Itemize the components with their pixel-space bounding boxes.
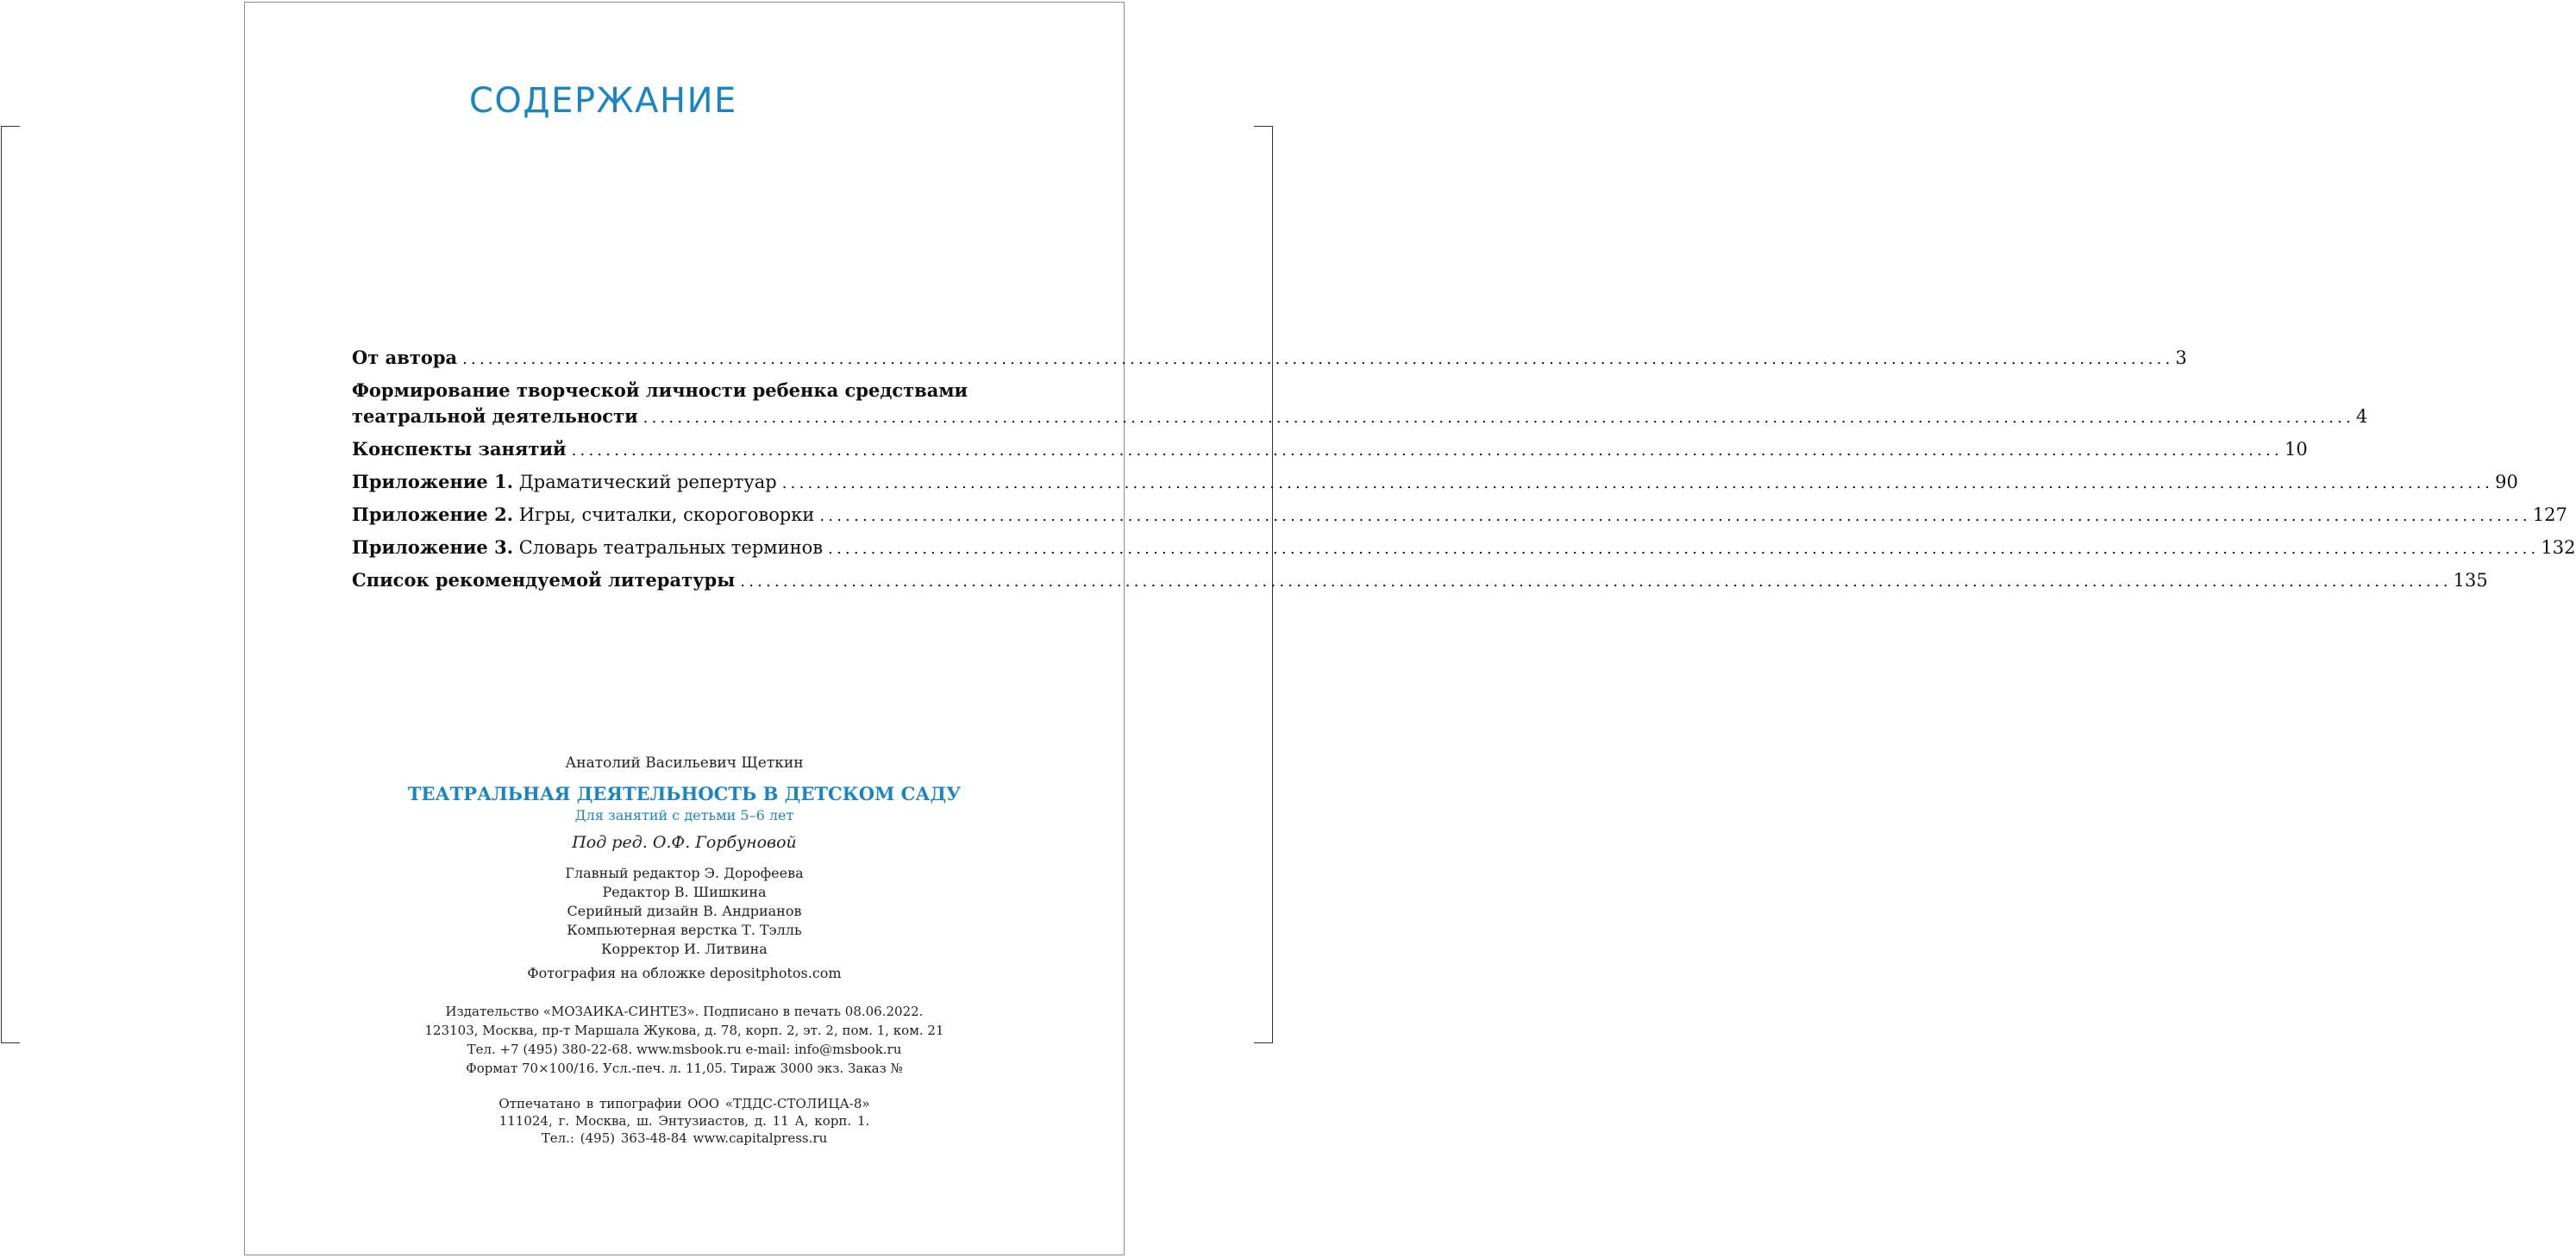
toc-leader-dots: ........................................................................................................................................................................................................ (462, 350, 2174, 368)
printer-line: 111024, г. Москва, ш. Энтузиастов, д. 11 А, корп. 1. (498, 1113, 870, 1129)
toc-entry-from-author (352, 345, 2187, 372)
toc-entry-lesson-notes (352, 436, 2308, 464)
toc-entry-formation (352, 378, 2368, 431)
toc-leader-dots: ........................................................................................................................................................................................................ (642, 409, 2355, 427)
toc-title: СОДЕРЖАНИЕ (469, 81, 737, 121)
toc-entry-label: От автора (352, 347, 458, 368)
toc-entry-label: Список рекомендуемой литературы (352, 569, 736, 591)
book-title: ТЕАТРАЛЬНАЯ ДЕЯТЕЛЬНОСТЬ В ДЕТСКОМ САДУ (407, 783, 962, 804)
toc-entry-label: Приложение 2. Игры, считалки, скороговорки (352, 504, 815, 525)
publisher-line: Формат 70×100/16. Усл.-печ. л. 11,05. Тираж 3000 экз. Заказ № (466, 1061, 903, 1076)
toc-page-number: 132 (2541, 537, 2576, 558)
credit-line: Серийный дизайн В. Андрианов (567, 903, 802, 919)
toc-page-number: 135 (2453, 570, 2488, 591)
publisher-line: 123103, Москва, пр-т Маршала Жукова, д. 78, корп. 2, эт. 2, пом. 1, ком. 21 (424, 1023, 944, 1038)
publisher-info (244, 1002, 1125, 1078)
toc-leader-dots: ........................................................................................................................................................................................................ (781, 474, 2494, 492)
toc-leader-dots: ........................................................................................................................................................................................................ (819, 507, 2531, 525)
toc-entry-label: Приложение 1. Драматический репертуар (352, 471, 777, 492)
toc-leader-dots: ........................................................................................................................................................................................................ (571, 441, 2283, 460)
credit-line: Компьютерная верстка Т. Тэлль (567, 922, 802, 938)
publisher-line: Издательство «МОЗАИКА-СИНТЕЗ». Подписано в печать 08.06.2022. (445, 1004, 924, 1019)
toc-entry-label: Конспекты занятий (352, 438, 567, 460)
credit-line: Главный редактор Э. Дорофеева (565, 865, 804, 881)
toc-entry-appendix-1 (352, 469, 2518, 497)
credit-line: Корректор И. Литвина (601, 941, 768, 957)
toc-page-number: 127 (2532, 504, 2567, 525)
printer-line: Отпечатано в типографии ООО «ТДДС-СТОЛИЦА-8» (498, 1096, 870, 1111)
photo-credit: Фотография на обложке depositphotos.com (527, 965, 842, 981)
edited-by: Под ред. О.Ф. Горбуновой (572, 833, 797, 852)
toc-page-number: 90 (2495, 472, 2518, 492)
table-of-contents (352, 345, 2576, 600)
printer-info (244, 1095, 1125, 1147)
toc-entry-appendix-3 (352, 535, 2576, 562)
author-name: Анатолий Васильевич Щеткин (565, 754, 804, 772)
printer-line: Тел.: (495) 363-48-84 www.capitalpress.ru (541, 1130, 828, 1146)
credits (244, 864, 1125, 959)
toc-entry-appendix-2 (352, 502, 2567, 529)
toc-page-number: 3 (2175, 347, 2187, 368)
crop-mark-left (1, 126, 20, 1043)
toc-entry-label: театральной деятельности (352, 405, 638, 427)
publisher-line: Тел. +7 (495) 380-22-68. www.msbook.ru e-mail: info@msbook.ru (467, 1042, 902, 1057)
toc-entry-label: Приложение 3. Словарь театральных терминов (352, 536, 824, 558)
toc-leader-dots: ........................................................................................................................................................................................................ (828, 540, 2540, 558)
toc-page-number: 4 (2356, 406, 2368, 427)
credit-line: Редактор В. Шишкина (602, 884, 767, 900)
imprint (244, 752, 1125, 1147)
toc-leader-dots: ........................................................................................................................................................................................................ (740, 573, 2452, 591)
book-subtitle: Для занятий с детьми 5–6 лет (574, 807, 794, 823)
toc-entry-label-line1: Формирование творческой личности ребенка средствами (352, 379, 968, 401)
toc-page-number: 10 (2284, 439, 2308, 460)
toc-entry-references (352, 567, 2488, 595)
